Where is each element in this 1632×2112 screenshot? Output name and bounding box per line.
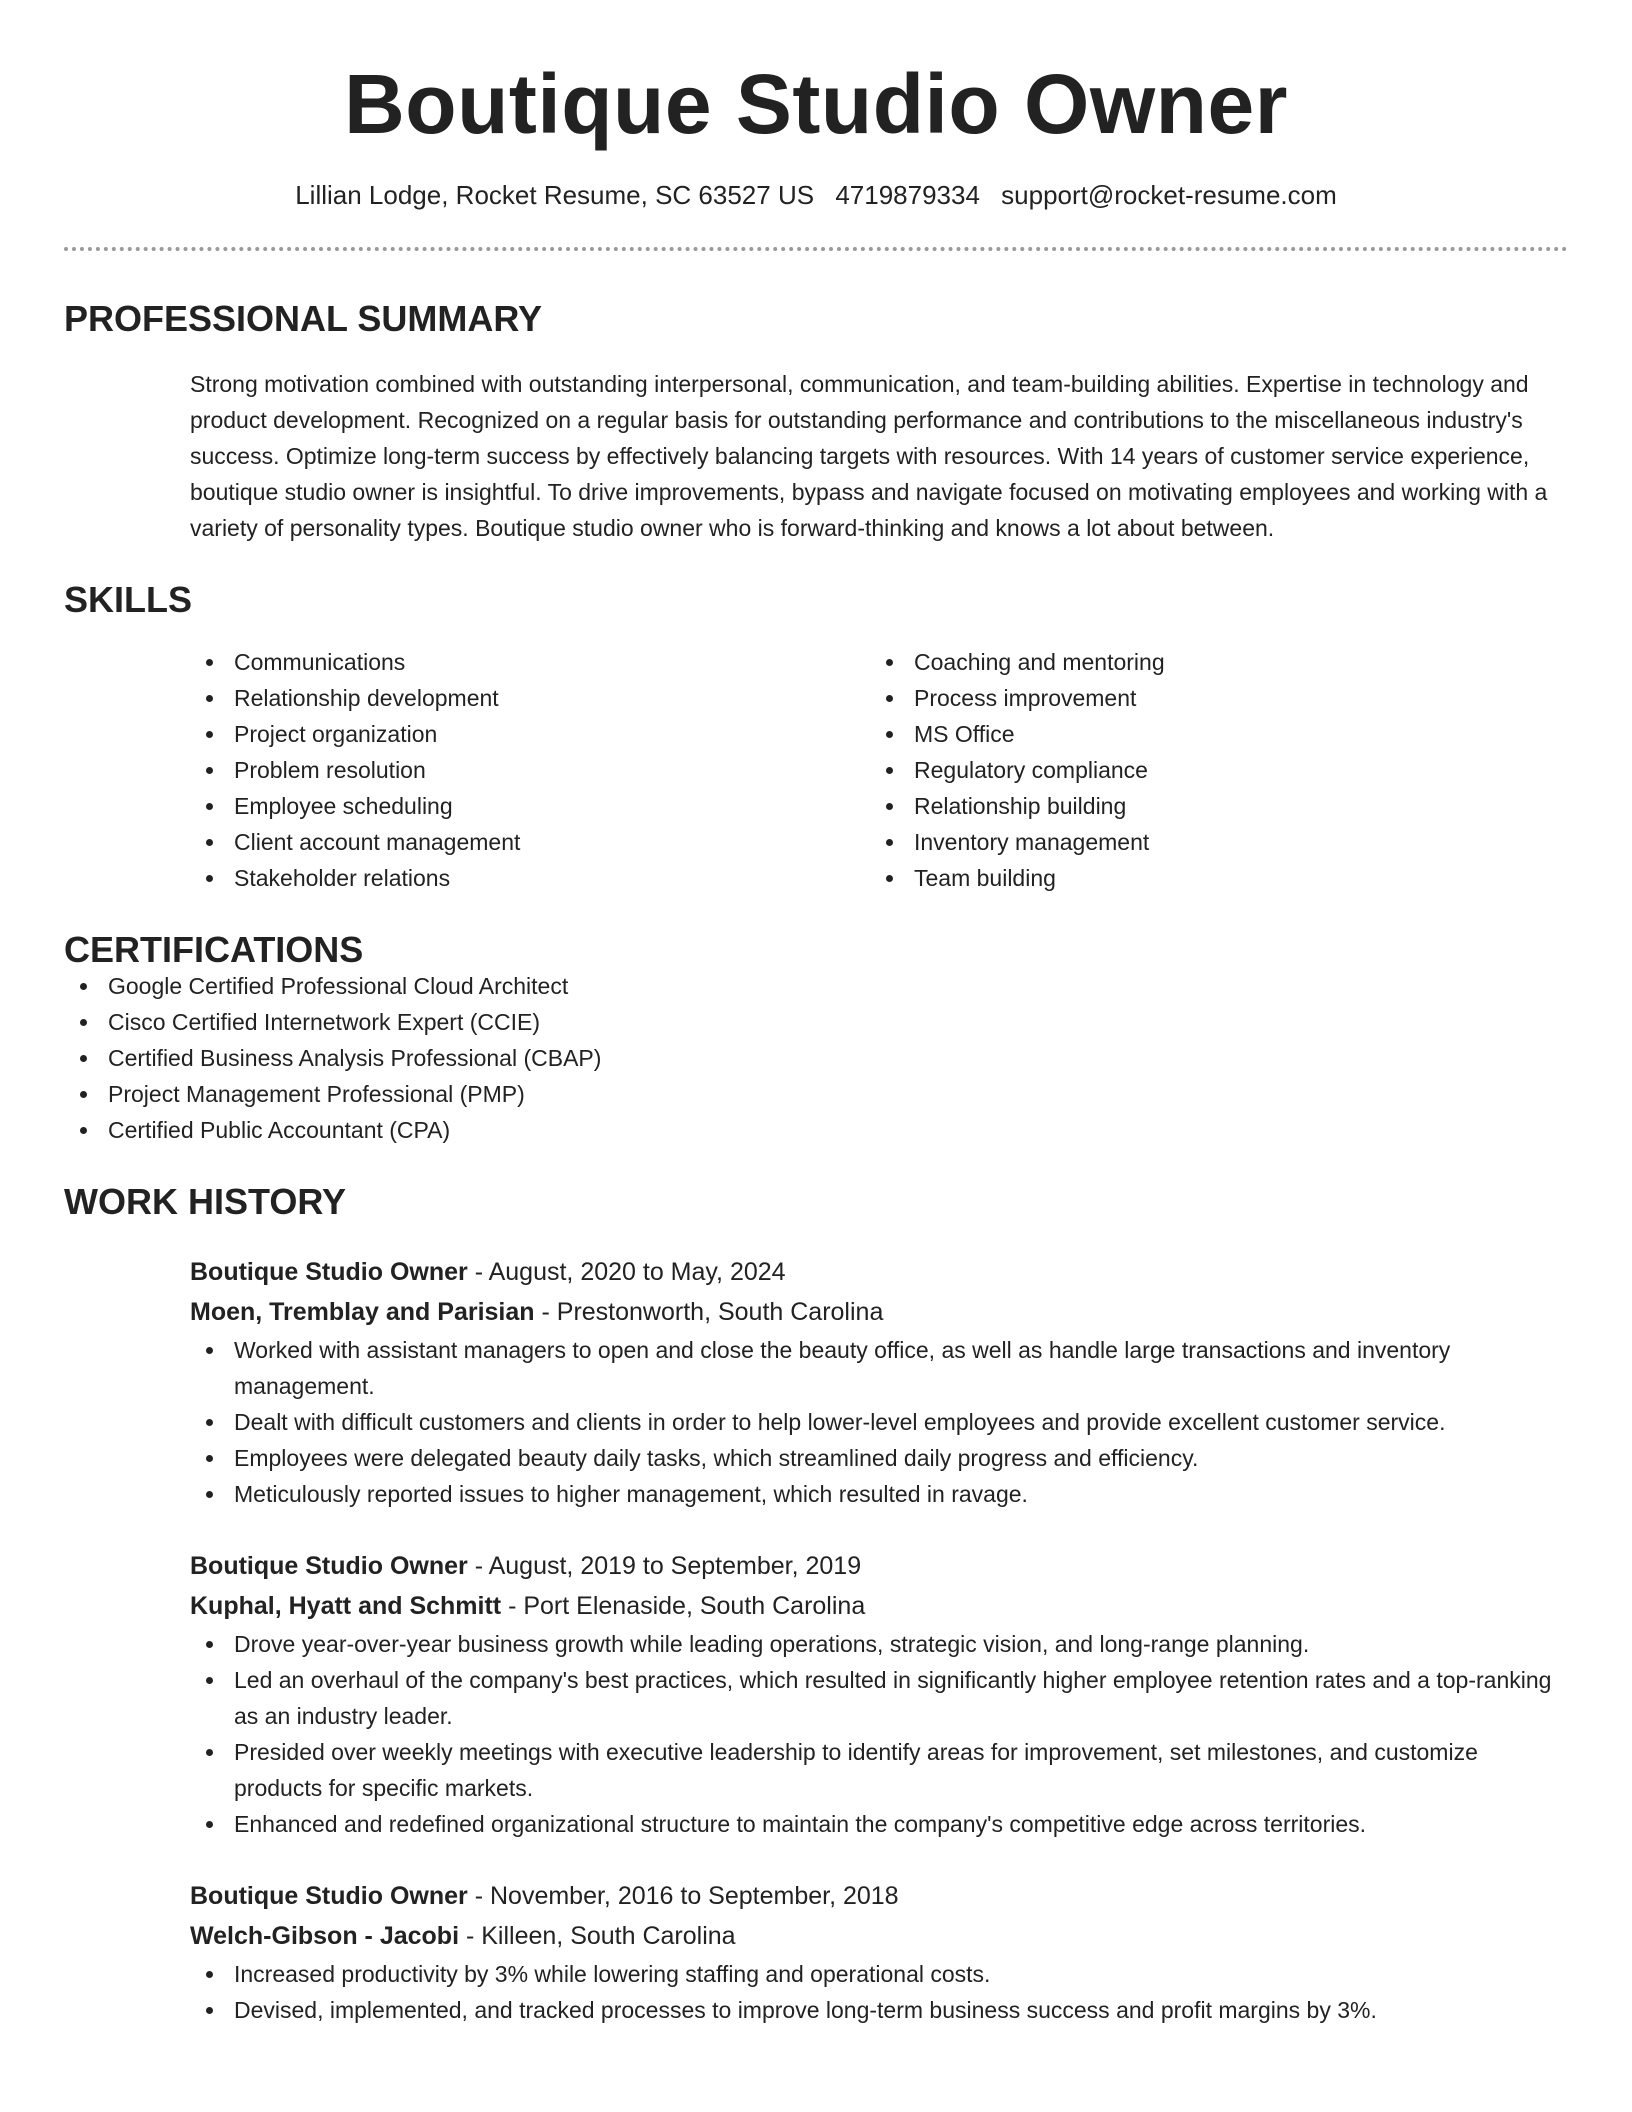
job-bullet: Led an overhaul of the company's best practices, which resulted in significantly higher employee retention rates and a top-ranking as an industry leader. <box>190 1662 1568 1734</box>
job-bullets <box>190 1626 1568 1842</box>
skill-item: MS Office <box>870 716 1550 752</box>
certification-item: Cisco Certified Internetwork Expert (CCIE) <box>64 1004 1568 1040</box>
job-company: Kuphal, Hyatt and Schmitt <box>190 1592 502 1620</box>
contact-email: support@rocket-resume.com <box>1001 180 1337 210</box>
job-bullet: Worked with assistant managers to open and close the beauty office, as well as handle large transactions and inventory management. <box>190 1332 1568 1404</box>
job-dates: - August, 2019 to September, 2019 <box>467 1552 862 1580</box>
skills-column-right <box>870 644 1550 896</box>
job-dates: - August, 2020 to May, 2024 <box>467 1258 786 1286</box>
job-bullet: Dealt with difficult customers and clients in order to help lower-level employees and provide excellent customer service. <box>190 1404 1568 1440</box>
job-company-line <box>190 1586 1568 1626</box>
job-bullet: Presided over weekly meetings with executive leadership to identify areas for improvement, set milestones, and customize products for specific markets. <box>190 1734 1568 1806</box>
job-bullet: Devised, implemented, and tracked processes to improve long-term business success and profit margins by 3%. <box>190 1992 1568 2028</box>
work-history-heading: WORK HISTORY <box>64 1181 347 1222</box>
job-company-line <box>190 1916 1568 1956</box>
job-title: Boutique Studio Owner <box>190 1552 468 1580</box>
skill-item: Team building <box>870 860 1550 896</box>
certifications-list <box>64 968 1568 1148</box>
job-title-line <box>190 1252 1568 1292</box>
skill-item: Coaching and mentoring <box>870 644 1550 680</box>
skill-item: Client account management <box>190 824 870 860</box>
job-title-line <box>190 1546 1568 1586</box>
job-bullet: Increased productivity by 3% while lowering staffing and operational costs. <box>190 1956 1568 1992</box>
skills-list <box>190 644 1568 896</box>
skill-item: Communications <box>190 644 870 680</box>
skills-column-left <box>190 644 870 896</box>
header-divider <box>64 247 1568 251</box>
job-bullet: Drove year-over-year business growth while leading operations, strategic vision, and long-range planning. <box>190 1626 1568 1662</box>
skills-heading: SKILLS <box>64 579 193 620</box>
job-bullets <box>190 1956 1568 2028</box>
job-title-line <box>190 1876 1568 1916</box>
summary-text: Strong motivation combined with outstanding interpersonal, communication, and team-building abilities. Expertise in technology and product development. Recognized on a regular basis for outstanding performance and contributions to the miscellaneous industry's success. Optimize long-term success by effectively balancing targets with resources. With 14 years of customer service experience, boutique studio owner is insightful. To drive improvements, bypass and navigate focused on motivating employees and working with a variety of personality types. Boutique studio owner who is forward-thinking and knows a lot about between. <box>190 371 1548 541</box>
job-bullets <box>190 1332 1568 1512</box>
certification-item: Project Management Professional (PMP) <box>64 1076 1568 1112</box>
skill-item: Regulatory compliance <box>870 752 1550 788</box>
job-entry <box>190 1546 1568 1842</box>
job-bullet: Enhanced and redefined organizational structure to maintain the company's competitive edge across territories. <box>190 1806 1568 1842</box>
contact-address: Lillian Lodge, Rocket Resume, SC 63527 US <box>295 180 815 210</box>
job-location: - Prestonworth, South Carolina <box>534 1298 884 1326</box>
skill-item: Stakeholder relations <box>190 860 870 896</box>
job-entry <box>190 1252 1568 1512</box>
resume-title: Boutique Studio Owner <box>344 57 1288 151</box>
skill-item: Employee scheduling <box>190 788 870 824</box>
job-title: Boutique Studio Owner <box>190 1882 468 1910</box>
job-bullet: Meticulously reported issues to higher management, which resulted in ravage. <box>190 1476 1568 1512</box>
job-dates: - November, 2016 to September, 2018 <box>467 1882 899 1910</box>
contact-phone: 4719879334 <box>835 180 980 210</box>
job-entry <box>190 1876 1568 2028</box>
job-company: Moen, Tremblay and Parisian <box>190 1298 535 1326</box>
job-location: - Killeen, South Carolina <box>459 1922 736 1950</box>
skill-item: Relationship development <box>190 680 870 716</box>
skill-item: Inventory management <box>870 824 1550 860</box>
job-company: Welch-Gibson - Jacobi <box>190 1922 460 1950</box>
skill-item: Problem resolution <box>190 752 870 788</box>
job-location: - Port Elenaside, South Carolina <box>501 1592 866 1620</box>
skill-item: Project organization <box>190 716 870 752</box>
skill-item: Process improvement <box>870 680 1550 716</box>
contact-line <box>64 180 1568 211</box>
certification-item: Certified Business Analysis Professional (CBAP) <box>64 1040 1568 1076</box>
job-company-line <box>190 1292 1568 1332</box>
job-title: Boutique Studio Owner <box>190 1258 468 1286</box>
certifications-heading: CERTIFICATIONS <box>64 929 364 970</box>
skill-item: Relationship building <box>870 788 1550 824</box>
job-bullet: Employees were delegated beauty daily tasks, which streamlined daily progress and efficiency. <box>190 1440 1568 1476</box>
certification-item: Google Certified Professional Cloud Architect <box>64 968 1568 1004</box>
certification-item: Certified Public Accountant (CPA) <box>64 1112 1568 1148</box>
summary-heading: PROFESSIONAL SUMMARY <box>64 298 543 339</box>
